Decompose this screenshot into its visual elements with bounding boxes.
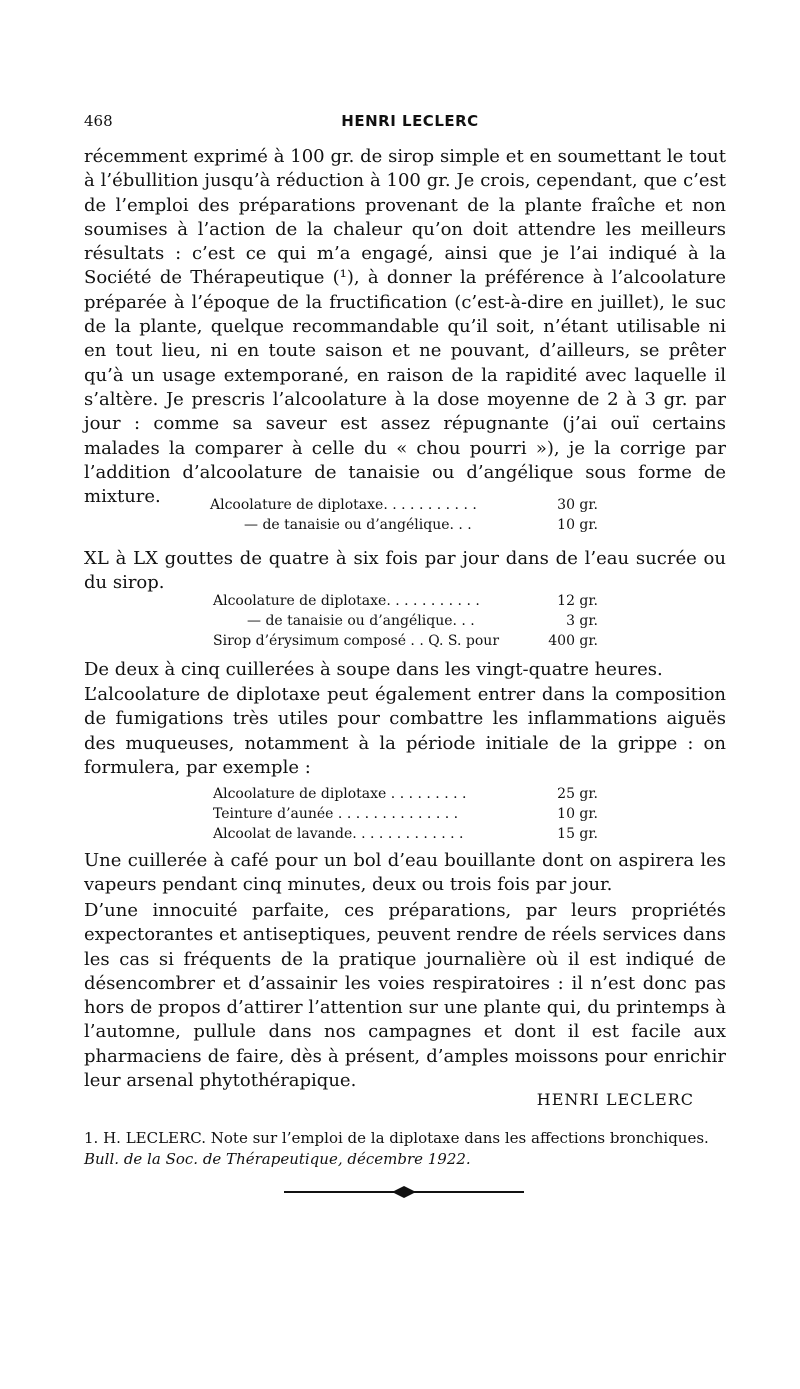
prescription-line — [213, 633, 598, 653]
ingredient-name: Teinture d’aunée . . . . . . . . . . . . . . — [213, 806, 459, 822]
prescription-line — [210, 517, 598, 537]
ingredient-quantity: 10 gr. — [557, 517, 598, 533]
prescription-line — [213, 613, 598, 633]
prescription-1 — [210, 497, 598, 537]
ingredient-name: Alcoolature de diplotaxe. . . . . . . . . . . — [210, 497, 477, 513]
ingredient-quantity: 12 gr. — [557, 593, 598, 609]
running-head: HENRI LECLERC — [341, 112, 479, 130]
ingredient-name: Sirop d’érysimum composé . . Q. S. pour — [213, 633, 500, 649]
ingredient-quantity: 3 gr. — [566, 613, 598, 629]
paragraph-5: Une cuillerée à café pour un bol d’eau bouillante dont on aspirera les vapeurs pendant cinq minutes, deux ou trois fois par jour. — [84, 850, 726, 896]
ingredient-name: Alcoolature de diplotaxe. . . . . . . . . . . — [213, 593, 480, 609]
ingredient-quantity: 30 gr. — [557, 497, 598, 513]
page-number: 468 — [84, 112, 113, 130]
prescription-line — [213, 826, 598, 846]
ingredient-name: — de tanaisie ou d’angélique. . . — [244, 517, 472, 533]
prescription-2 — [213, 593, 598, 653]
prescription-line — [213, 786, 598, 806]
ingredient-name: Alcoolature de diplotaxe . . . . . . . . . — [213, 786, 467, 802]
footnote — [84, 1128, 724, 1170]
rule-diamond-ornament-icon — [284, 1185, 524, 1199]
paragraph-1: récemment exprimé à 100 gr. de sirop simple et en soumettant le tout à l’ébullition jusqu’à réduction à 100 gr. Je crois, cependant, que c’est de l’emploi des préparations provenant de la plante fraîche et non soumises à l’action de la chaleur qu’on doit attendre les meilleurs résultats : c’est ce qui m’a engagé, ainsi que je l’ai indiqué à la Société de Thérapeutique (¹), à donner la préférence à l’alcoolature préparée à l’époque de la fructification (c’est-à-dire en juillet), le suc de la plante, quelque recommandable qu’il soit, n’étant utilisable ni en tout lieu, ni en toute saison et ne pouvant, d’ailleurs, se prêter qu’à un usage extemporané, en raison de la rapidité avec laquelle il s’altère. Je prescris l’alcoolature à la dose moyenne de 2 à 3 gr. par jour : comme sa saveur est assez répugnante (j’ai ouï certains malades la comparer à celle du « chou pourri »), je la corrige par l’addition d’alcoolature de tanaisie ou d’angélique sous forme de mixture. — [84, 146, 726, 508]
page-header — [84, 112, 736, 136]
ingredient-quantity: 25 gr. — [557, 786, 598, 802]
ingredient-quantity: 10 gr. — [557, 806, 598, 822]
ingredient-quantity: 15 gr. — [557, 826, 598, 842]
prescription-line — [210, 497, 598, 517]
paragraph-6: D’une innocuité parfaite, ces préparations, par leurs propriétés expectorantes et antiseptiques, peuvent rendre de réels services dans les cas si fréquents de la pratique journalière où il est indiqué de désencombrer et d’assainir les voies respiratoires : il n’est donc pas hors de propos d’attirer l’attention sur une plante qui, du printemps à l’automne, pullule dans nos campagnes et dont il est facile aux pharmaciens de faire, dès à présent, d’amples moissons pour enrichir leur arsenal phytothérapique. — [84, 900, 726, 1092]
author-signature: HENRI LECLERC — [536, 1090, 694, 1109]
prescription-line — [213, 593, 598, 613]
footnote-line-2: Bull. de la Soc. de Thérapeutique, décembre 1922. — [84, 1150, 471, 1168]
footnote-line-1: 1. H. LECLERC. Note sur l’emploi de la diplotaxe dans les affections bronchiques. — [84, 1129, 709, 1147]
paragraph-3: De deux à cinq cuillerées à soupe dans les vingt-quatre heures. — [84, 659, 663, 680]
paragraph-2: XL à LX gouttes de quatre à six fois par jour dans de l’eau sucrée ou du sirop. — [84, 548, 726, 594]
prescription-line — [213, 806, 598, 826]
ingredient-name: — de tanaisie ou d’angélique. . . — [247, 613, 475, 629]
prescription-3 — [213, 786, 598, 846]
paragraph-4: L’alcoolature de diplotaxe peut également entrer dans la composition de fumigations très utiles pour combattre les inflammations aiguës des muqueuses, notamment à la période initiale de la grippe : on formulera, par exemple : — [84, 684, 726, 778]
ingredient-quantity: 400 gr. — [548, 633, 598, 649]
ingredient-name: Alcoolat de lavande. . . . . . . . . . . . . — [213, 826, 464, 842]
